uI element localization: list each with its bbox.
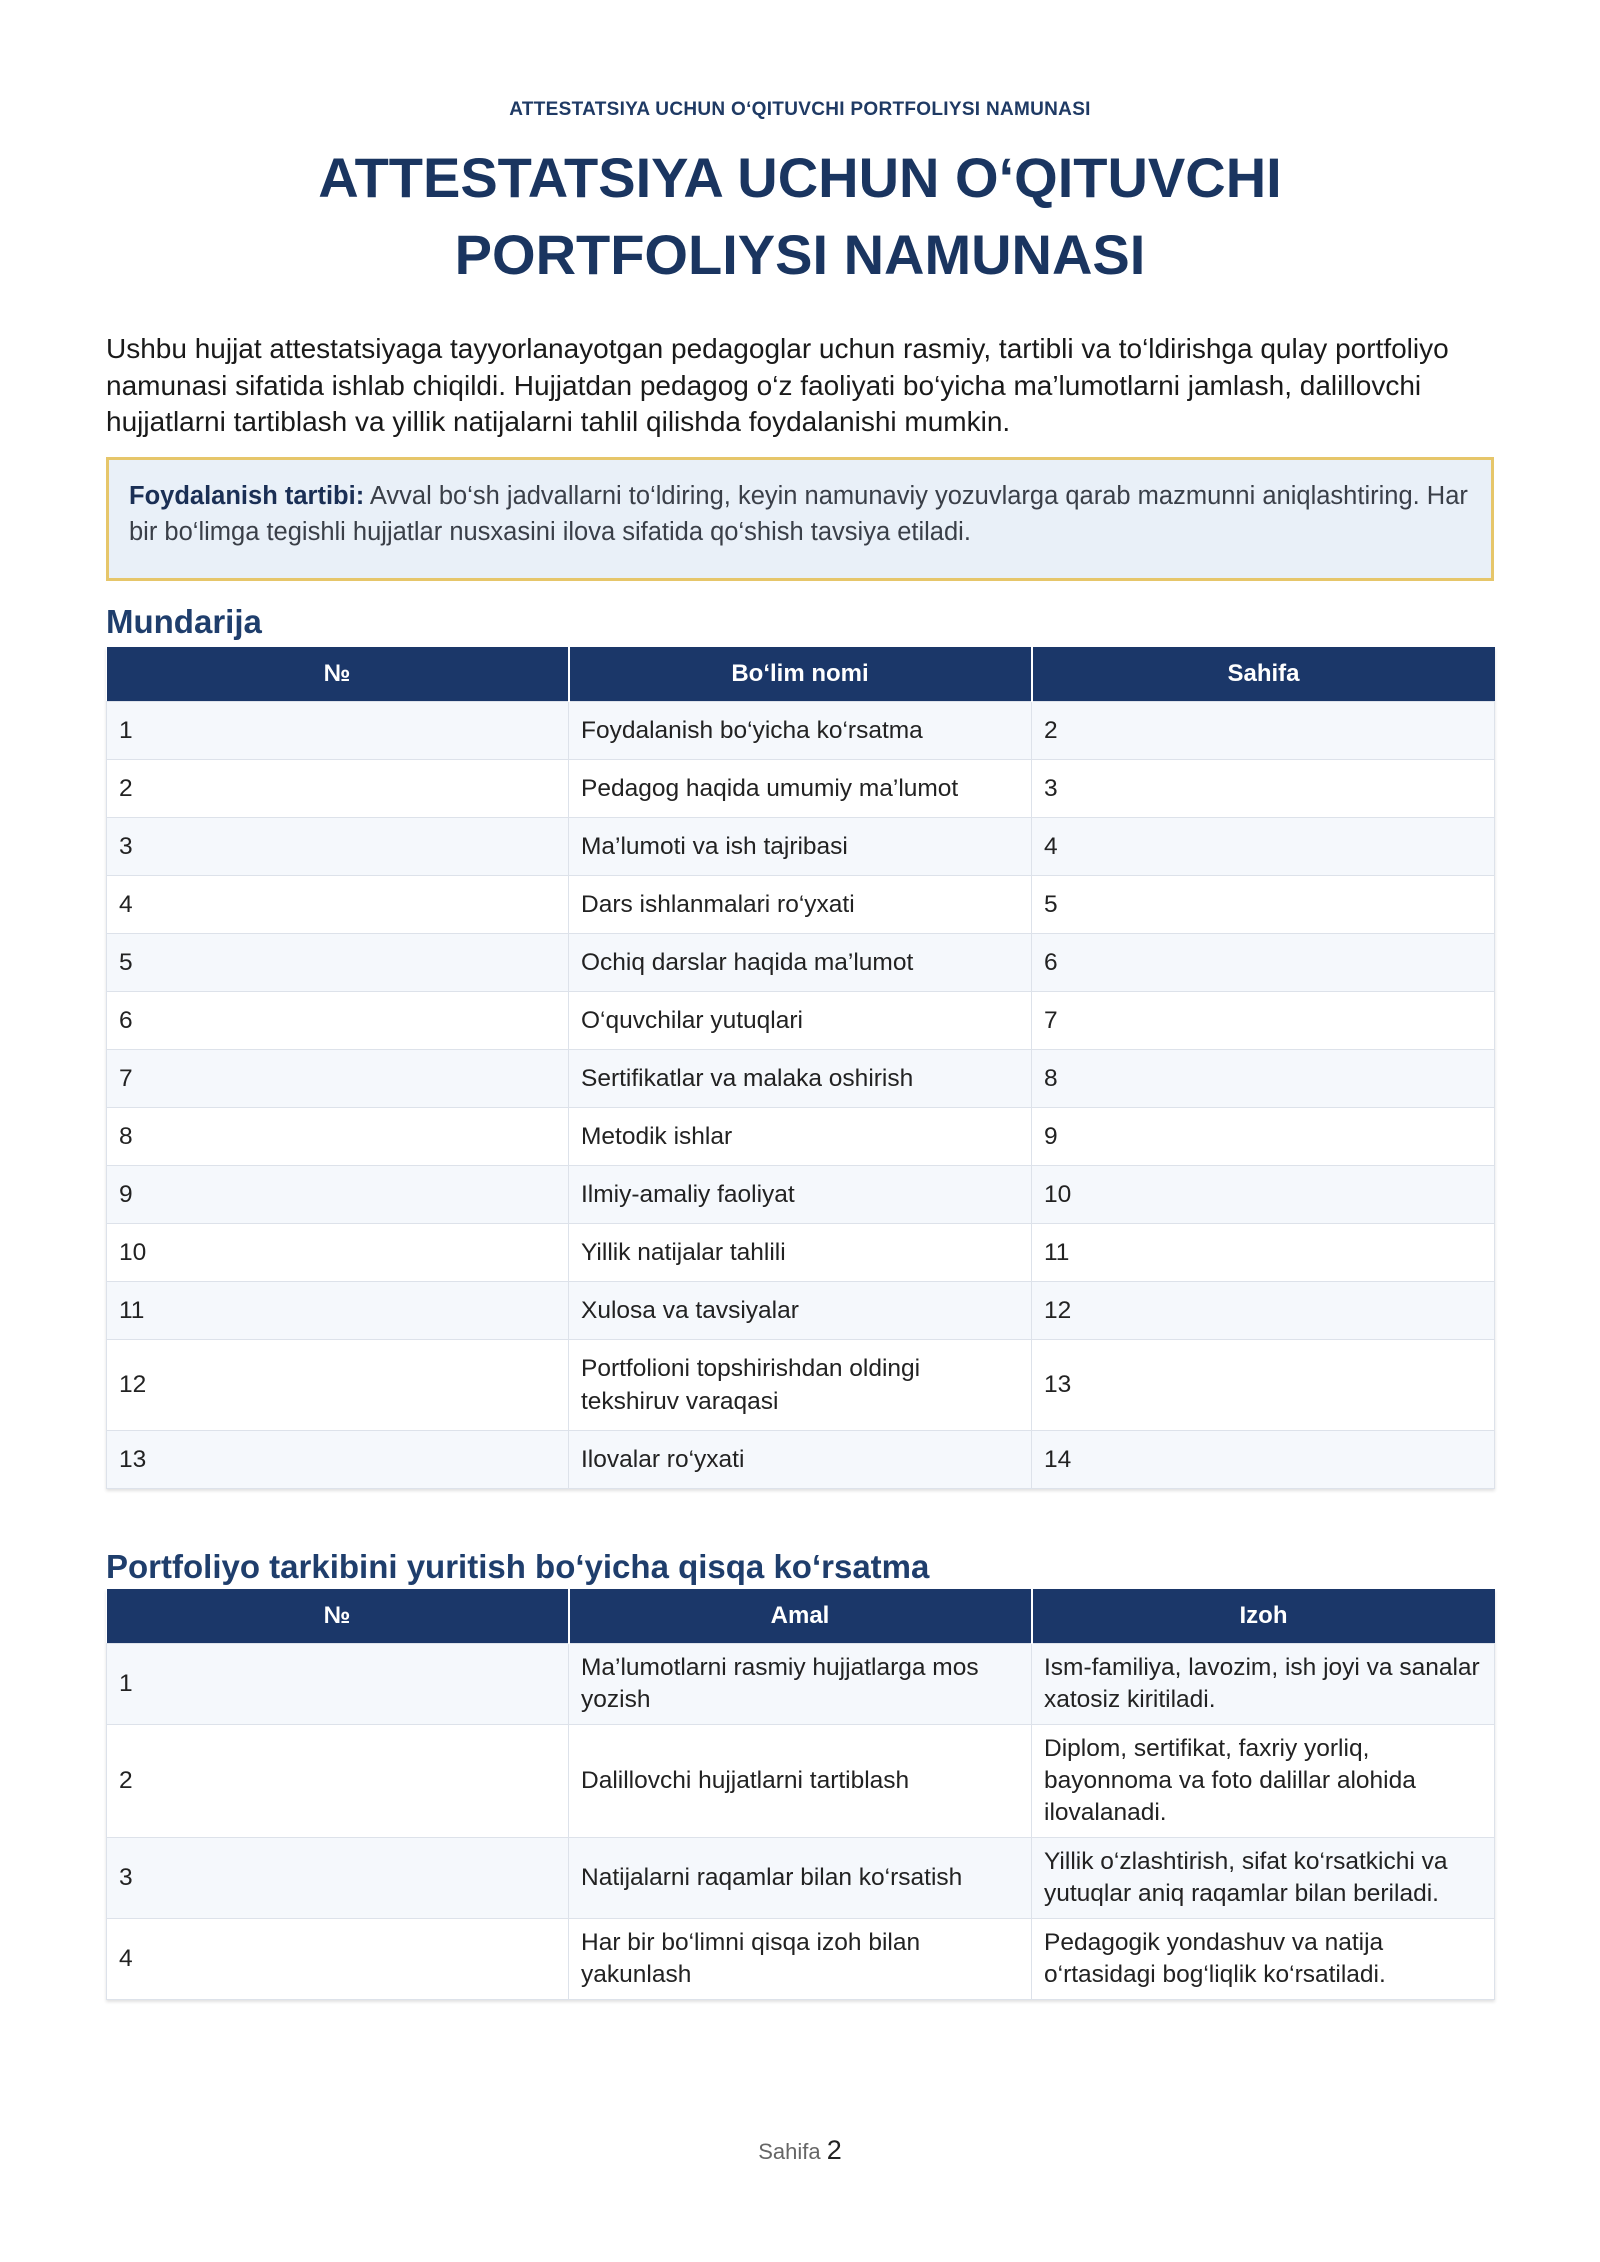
toc-row: [107, 1107, 1495, 1165]
guide-cell-action: Natijalarni raqamlar bilan ko‘rsatish: [569, 1837, 1032, 1918]
toc-cell-number: 8: [107, 1107, 569, 1165]
page-title: [106, 139, 1494, 293]
guide-row: [107, 1918, 1495, 1999]
toc-cell-section: Foydalanish bo‘yicha ko‘rsatma: [569, 701, 1032, 759]
toc-heading: Mundarija: [106, 602, 262, 640]
toc-cell-page: 14: [1032, 1430, 1495, 1488]
guide-cell-number: 3: [107, 1837, 569, 1918]
guide-cell-number: 4: [107, 1918, 569, 1999]
guide-cell-note: Pedagogik yondashuv va natija o‘rtasidagi bog‘liqlik ko‘rsatiladi.: [1032, 1918, 1495, 1999]
toc-cell-number: 2: [107, 759, 569, 817]
guide-row: [107, 1837, 1495, 1918]
toc-cell-section: Ochiq darslar haqida ma’lumot: [569, 933, 1032, 991]
guide-cell-note: Ism-familiya, lavozim, ish joyi va sanalar xatosiz kiritiladi.: [1032, 1643, 1495, 1724]
toc-cell-number: 6: [107, 991, 569, 1049]
toc-header-row: [107, 647, 1495, 702]
toc-cell-page: 11: [1032, 1223, 1495, 1281]
toc-row: [107, 1281, 1495, 1339]
toc-cell-section: Yillik natijalar tahlili: [569, 1223, 1032, 1281]
toc-cell-section: Portfolioni topshirishdan oldingi tekshiruv varaqasi: [569, 1339, 1032, 1430]
toc-cell-section: Ilmiy-amaliy faoliyat: [569, 1165, 1032, 1223]
toc-cell-number: 11: [107, 1281, 569, 1339]
toc-cell-page: 6: [1032, 933, 1495, 991]
toc-row: [107, 1339, 1495, 1430]
footer-label: Sahifa: [758, 2139, 821, 2164]
guide-col-action: Amal: [569, 1589, 1032, 1644]
toc-row: [107, 1165, 1495, 1223]
guide-cell-action: Ma’lumotlarni rasmiy hujjatlarga mos yozish: [569, 1643, 1032, 1724]
toc-cell-page: 9: [1032, 1107, 1495, 1165]
usage-note: [106, 457, 1494, 581]
toc-cell-section: Ma’lumoti va ish tajribasi: [569, 817, 1032, 875]
toc-cell-page: 4: [1032, 817, 1495, 875]
toc-cell-number: 1: [107, 701, 569, 759]
toc-cell-section: O‘quvchilar yutuqlari: [569, 991, 1032, 1049]
guide-cell-action: Dalillovchi hujjatlarni tartiblash: [569, 1724, 1032, 1837]
toc-cell-section: Pedagog haqida umumiy ma’lumot: [569, 759, 1032, 817]
guide-table: [106, 1589, 1495, 2000]
toc-cell-page: 13: [1032, 1339, 1495, 1430]
toc-cell-number: 7: [107, 1049, 569, 1107]
toc-cell-number: 5: [107, 933, 569, 991]
toc-table: [106, 647, 1495, 1489]
toc-col-page: Sahifa: [1032, 647, 1495, 702]
toc-col-number: №: [107, 647, 569, 702]
toc-cell-section: Xulosa va tavsiyalar: [569, 1281, 1032, 1339]
guide-row: [107, 1643, 1495, 1724]
toc-cell-section: Metodik ishlar: [569, 1107, 1032, 1165]
toc-cell-page: 2: [1032, 701, 1495, 759]
page-number: 2: [826, 2135, 842, 2165]
toc-cell-page: 8: [1032, 1049, 1495, 1107]
page-footer: [0, 2135, 1600, 2166]
title-line-1: ATTESTATSIYA UCHUN O‘QITUVCHI: [318, 146, 1282, 209]
toc-row: [107, 933, 1495, 991]
toc-row: [107, 817, 1495, 875]
toc-cell-number: 9: [107, 1165, 569, 1223]
guide-cell-note: Yillik o‘zlashtirish, sifat ko‘rsatkichi va yutuqlar aniq raqamlar bilan beriladi.: [1032, 1837, 1495, 1918]
toc-row: [107, 1049, 1495, 1107]
running-header: ATTESTATSIYA UCHUN O‘QITUVCHI PORTFOLIYSI NAMUNASI: [509, 99, 1091, 120]
guide-cell-number: 2: [107, 1724, 569, 1837]
toc-cell-page: 7: [1032, 991, 1495, 1049]
toc-cell-page: 10: [1032, 1165, 1495, 1223]
guide-cell-note: Diplom, sertifikat, faxriy yorliq, bayonnoma va foto dalillar alohida ilovalanadi.: [1032, 1724, 1495, 1837]
toc-cell-number: 3: [107, 817, 569, 875]
guide-row: [107, 1724, 1495, 1837]
toc-cell-number: 10: [107, 1223, 569, 1281]
toc-row: [107, 1223, 1495, 1281]
guide-col-note: Izoh: [1032, 1589, 1495, 1644]
guide-header-row: [107, 1589, 1495, 1644]
toc-cell-section: Ilovalar ro‘yxati: [569, 1430, 1032, 1488]
toc-cell-number: 4: [107, 875, 569, 933]
toc-cell-section: Dars ishlanmalari ro‘yxati: [569, 875, 1032, 933]
usage-note-label: Foydalanish tartibi:: [129, 481, 365, 510]
toc-row: [107, 759, 1495, 817]
intro-paragraph: Ushbu hujjat attestatsiyaga tayyorlanayotgan pedagoglar uchun rasmiy, tartibli va to‘ldirishga qulay portfoliyo namunasi sifatida ishlab chiqildi. Hujjatdan pedagog o‘z faoliyati bo‘yicha ma’lumotlarni jamlash, dalillovchi hujjatlarni tartiblash va yillik natijalarni tahlil qilishda foydalanishi mumkin.: [106, 333, 1449, 437]
guide-cell-number: 1: [107, 1643, 569, 1724]
toc-row: [107, 1430, 1495, 1488]
toc-row: [107, 991, 1495, 1049]
toc-cell-page: 5: [1032, 875, 1495, 933]
guide-heading: Portfoliyo tarkibini yuritish bo‘yicha qisqa ko‘rsatma: [106, 1547, 930, 1585]
toc-cell-number: 12: [107, 1339, 569, 1430]
usage-note-text: Avval bo‘sh jadvallarni to‘ldiring, keyin namunaviy yozuvlarga qarab mazmunni aniqlashtiring. Har bir bo‘limga tegishli hujjatlar nusxasini ilova sifatida qo‘shish tavsiya etiladi.: [129, 481, 1468, 546]
toc-row: [107, 701, 1495, 759]
title-line-2: PORTFOLIYSI NAMUNASI: [454, 223, 1146, 286]
guide-cell-action: Har bir bo‘limni qisqa izoh bilan yakunlash: [569, 1918, 1032, 1999]
guide-col-number: №: [107, 1589, 569, 1644]
toc-cell-number: 13: [107, 1430, 569, 1488]
toc-cell-section: Sertifikatlar va malaka oshirish: [569, 1049, 1032, 1107]
toc-cell-page: 12: [1032, 1281, 1495, 1339]
toc-col-section: Bo‘lim nomi: [569, 647, 1032, 702]
document-page: [106, 0, 1494, 2000]
toc-row: [107, 875, 1495, 933]
toc-cell-page: 3: [1032, 759, 1495, 817]
